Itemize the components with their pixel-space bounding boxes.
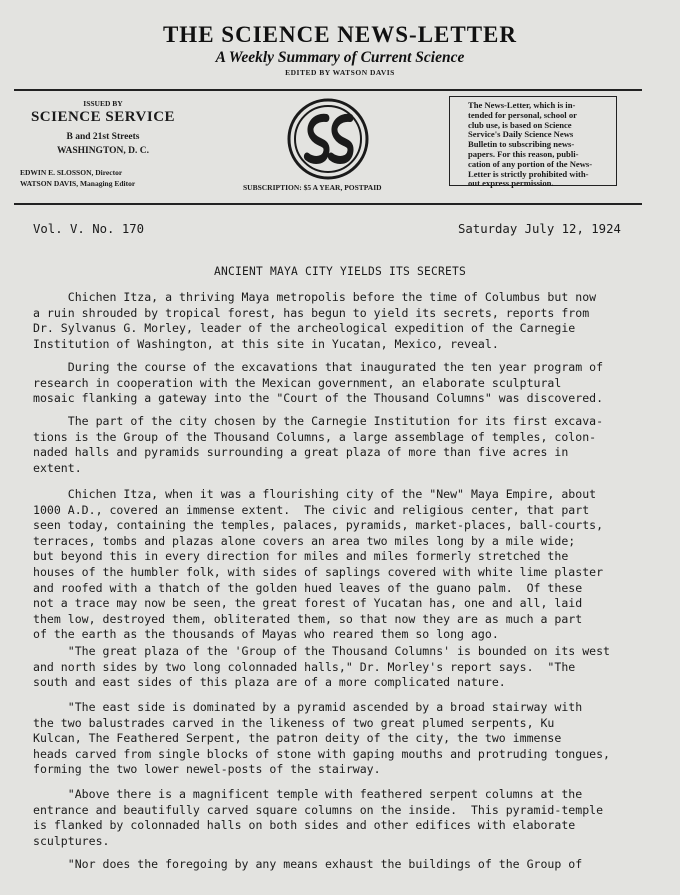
notice-line: Service's Daily Science News <box>468 129 574 140</box>
article-paragraph: During the course of the excavations that inaugurated the ten year program of research in cooperation with the Mexican government, an elaborate sculptural mosaic flanking a gateway into the "Court of the Thousand Columns" was discovered. <box>33 360 604 406</box>
address-line-2: WASHINGTON, D. C. <box>57 146 149 156</box>
issued-by-label: ISSUED BY <box>83 99 123 108</box>
masthead-title: THE SCIENCE NEWS-LETTER <box>162 22 518 47</box>
article-headline: ANCIENT MAYA CITY YIELDS ITS SECRETS <box>213 265 467 278</box>
publisher-name: SCIENCE SERVICE <box>30 109 176 125</box>
address-line-1: B and 21st Streets <box>66 132 140 142</box>
article-paragraph: "The east side is dominated by a pyramid ascended by a broad stairway with the two balustrades carved in the likeness of two great plumed serpents, Ku Kulcan, The Feathered Serpent, the patron deity of the city, the two immense heads carved from single blocks of stone with gaping mouths and protruding tongues, forming the two lower newel-posts of the stairway. <box>33 700 611 777</box>
notice-line: Bulletin to subscribing news- <box>468 139 575 150</box>
notice-line: The News-Letter, which is in- <box>468 100 576 110</box>
article-paragraph: The part of the city chosen by the Carnegie Institution for its first excava- tions is the Group of the Thousand Columns, a large assemblage of temples, colon- naded halls and pyramids surrounding a great plaza of more than five acres in extent. <box>33 414 604 475</box>
notice-line: out express permission. <box>468 178 554 189</box>
masthead-editor: EDITED BY WATSON DAVIS <box>285 68 395 77</box>
managing-editor-credit: WATSON DAVIS, Managing Editor <box>20 179 136 188</box>
article-paragraph: "Nor does the foregoing by any means exhaust the buildings of the Group of <box>33 857 583 871</box>
issuer-block <box>18 99 188 158</box>
notice-line: papers. For this reason, publi- <box>468 148 579 159</box>
issue-date: Saturday July 12, 1924 <box>458 222 621 236</box>
article-paragraph: Chichen Itza, when it was a flourishing city of the "New" Maya Empire, about 1000 A.D., covered an immense extent. The civic and religious center, that part seen today, containing the temples, palaces, pyramids, market-places, ball-courts, terraces, tombs and plazas alone covers an area two miles long by a mile wide; but beyond this in every direction for miles and miles formerly stretched the houses of the humbler folk, with sides of saplings covered with white lime plaster and roofed with a thatch of the golden hued leaves of the guano palm. Of these not a trace may now be seen, the great forest of Yucatan has, one and all, laid them low, destroyed them, obliterated them, so that now they are as much a part of the earth as the thousands of Mayas who reared them so long ago. <box>33 487 604 642</box>
header-top-rule <box>14 89 642 91</box>
article-paragraph: "Above there is a magnificent temple with feathered serpent columns at the entrance and beautifully carved square columns on the inside. This pyramid-temple is flanked by colonnaded halls on both sides and other edifices with elaborate sculptures. <box>33 787 604 848</box>
article-paragraph: "The great plaza of the 'Group of the Thousand Columns' is bounded on its west and north sides by two long colonnaded halls," Dr. Morley's report says. "The south and east sides of this plaza are of a more complicated nature. <box>33 644 611 690</box>
science-service-logo-icon <box>287 98 369 180</box>
notice-line: tended for personal, school or <box>468 109 577 120</box>
notice-line: Letter is strictly prohibited with- <box>468 168 589 179</box>
notice-line: cation of any portion of the News- <box>468 158 593 169</box>
usage-notice-box <box>449 96 617 189</box>
director-credit: EDWIN E. SLOSSON, Director <box>20 168 123 177</box>
masthead-subtitle: A Weekly Summary of Current Science <box>215 49 465 66</box>
header-bottom-rule <box>14 203 642 205</box>
article-paragraph: Chichen Itza, a thriving Maya metropolis before the time of Columbus but now a ruin shrouded by tropical forest, has begun to yield its secrets, reports from Dr. Sylvanus G. Morley, leader of the archeological expedition of the Carnegie Institution of Washington, at this site in Yucatan, Mexico, reveal. <box>33 290 597 351</box>
notice-line: club use, is based on Science <box>468 119 572 130</box>
subscription-price: SUBSCRIPTION: $5 A YEAR, POSTPAID <box>243 183 382 192</box>
masthead <box>0 22 680 77</box>
staff-credits <box>20 167 135 189</box>
issue-volume: Vol. V. No. 170 <box>33 222 145 236</box>
publisher-address <box>18 130 188 158</box>
